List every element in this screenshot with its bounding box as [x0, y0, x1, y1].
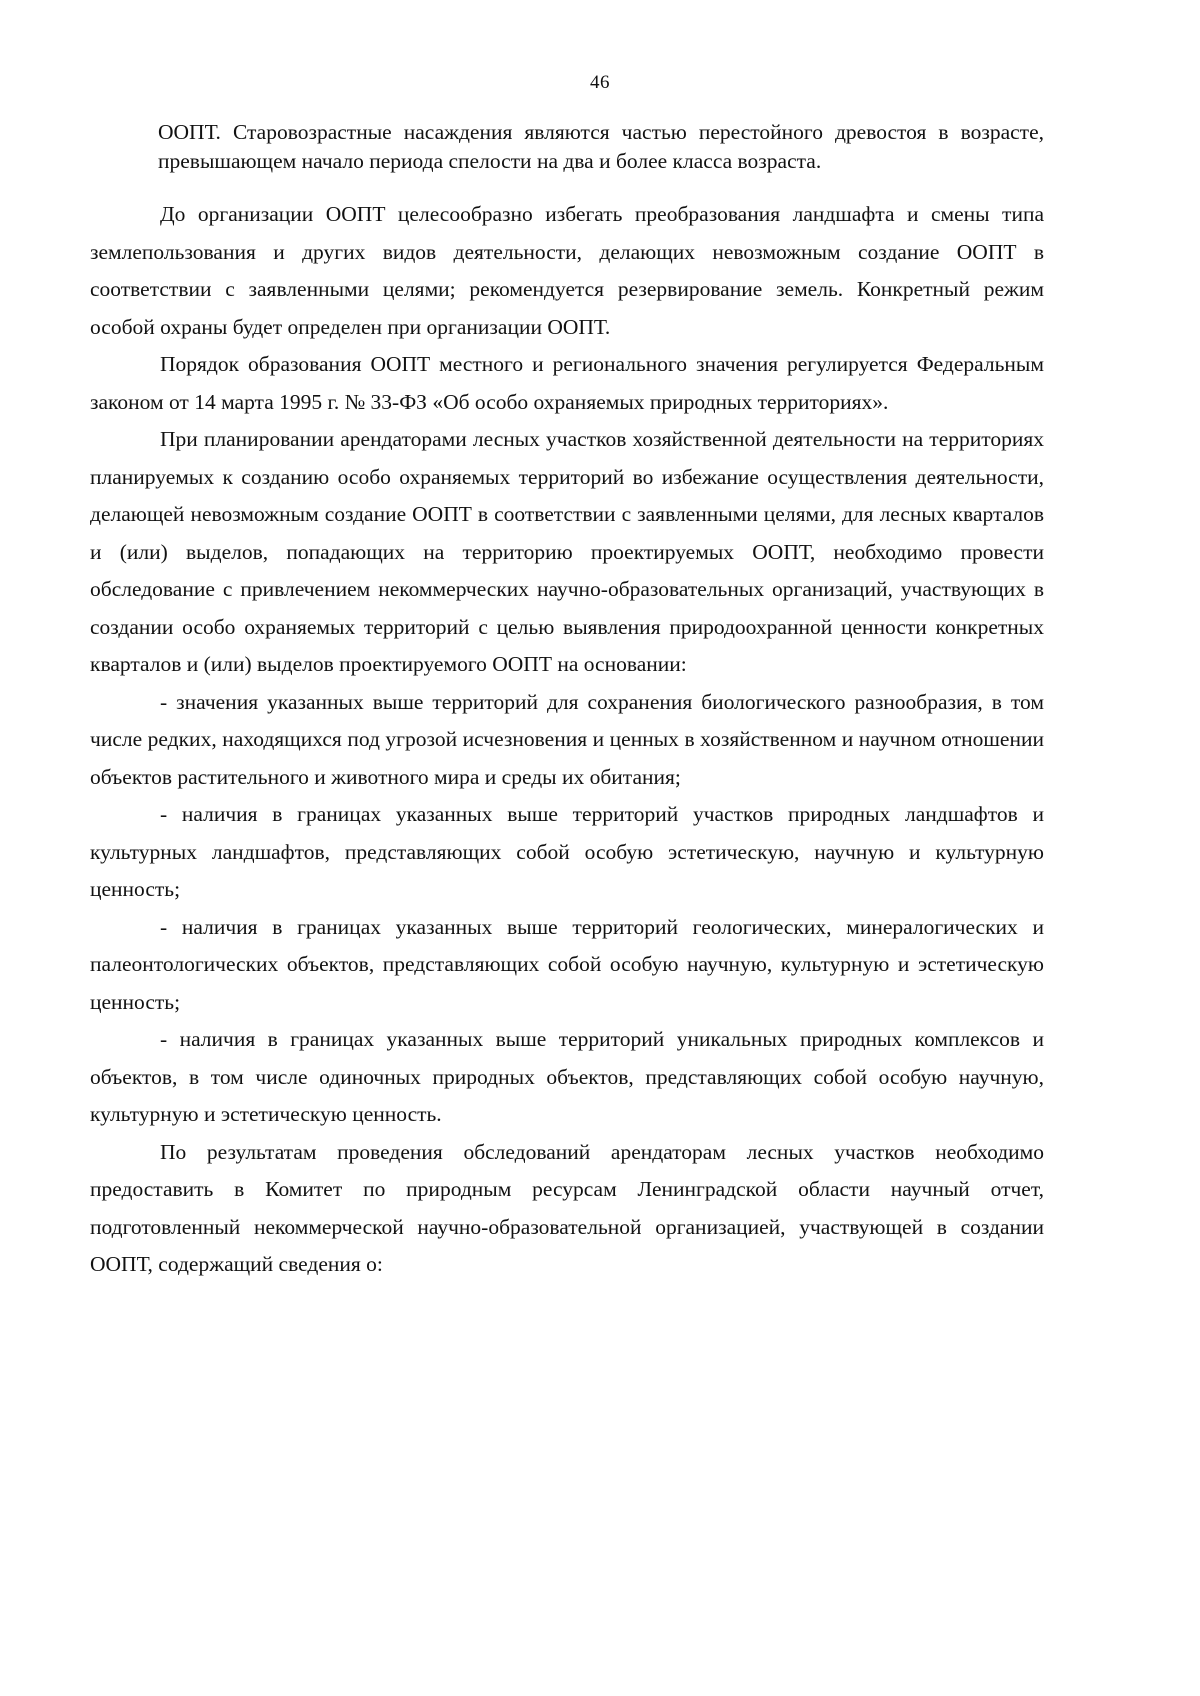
list-item-geological-objects: - наличия в границах указанных выше территорий геологических, минералогических и палеонтологических объектов, представляющих собой особую научную, культурную и эстетическую ценность;: [90, 914, 1044, 1014]
list-item-unique-complexes: - наличия в границах указанных выше территорий уникальных природных комплексов и объектов, в том числе одиночных природных объектов, представляющих собой особую научную, культурную и эстетическую ценность.: [90, 1027, 1044, 1126]
page-number: 46: [590, 72, 610, 93]
continued-paragraph: ООПТ. Старовозрастные насаждения являются частью перестойного древостоя в возрасте, превышающем начало периода спелости на два и более класса возраста.: [158, 120, 1044, 173]
document-body: [90, 118, 1044, 1284]
list-item-landscapes: - наличия в границах указанных выше территорий участков природных ландшафтов и культурных ландшафтов, представляющих собой особую эстетическую, научную и культурную ценность;: [90, 802, 1044, 901]
paragraph-legal-basis: Порядок образования ООПТ местного и регионального значения регулируется Федеральным законом от 14 марта 1995 г. № 33-ФЗ «Об особо охраняемых природных территориях».: [90, 352, 1044, 414]
paragraph-report-submission: По результатам проведения обследований арендаторам лесных участков необходимо предоставить в Комитет по природным ресурсам Ленинградской области научный отчет, подготовленный некоммерческой научно-образовательной организацией, участвующей в создании ООПТ, содержащий сведения о:: [90, 1139, 1044, 1276]
list-item-biodiversity: - значения указанных выше территорий для сохранения биологического разнообразия, в том числе редких, находящихся под угрозой исчезновения и ценных в хозяйственном и научном отношении объектов растительного и животного мира и среды их обитания;: [90, 689, 1044, 789]
paragraph-oopt-preparation: До организации ООПТ целесообразно избегать преобразования ландшафта и смены типа землепользования и других видов деятельности, делающих невозможным создание ООПТ в соответствии с заявленными целями; рекомендуется резервирование земель. Конкретный режим особой охраны будет определен при организации ООПТ.: [90, 202, 1044, 339]
paragraph-survey-requirement: При планировании арендаторами лесных участков хозяйственной деятельности на территориях планируемых к созданию особо охраняемых территорий во избежание осуществления деятельности, делающей невозможным создание ООПТ в соответствии с заявленными целями, для лесных кварталов и (или) выделов, попадающих на территорию проектируемых ООПТ, необходимо провести обследование с привлечением некоммерческих научно-образовательных организаций, участвующих в создании особо охраняемых территорий с целью выявления природоохранной ценности конкретных кварталов и (или) выделов проектируемого ООПТ на основании:: [90, 427, 1044, 676]
